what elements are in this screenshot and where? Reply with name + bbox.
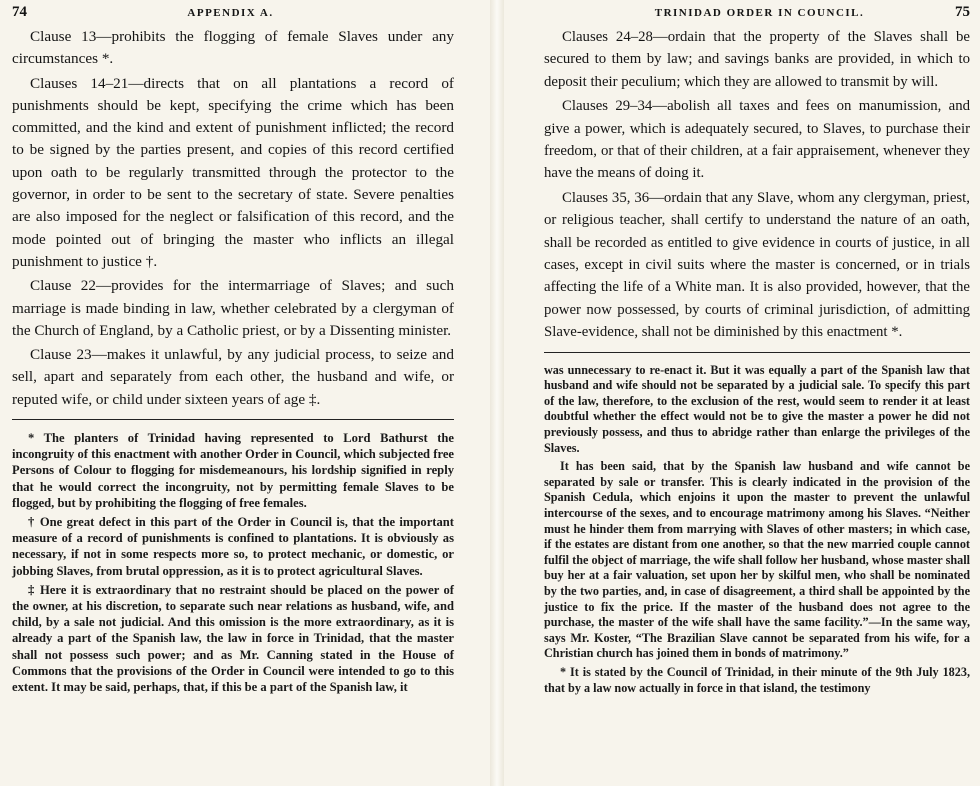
right-body-text — [544, 26, 970, 344]
footnote-double-dagger: ‡ Here it is extraordinary that no restraint should be placed on the power of the owner, at his discretion, to separate such near relations as husband, wife, and child, by a sale not judicial. And this omission is the more extraordinary, as it is already a part of the Spanish law, the law in force in Trinidad, that the master shall not possess such power; and as Mr. Canning stated in the House of Commons that the provisions of the Order in Council were intended to go to this extent. It may be said, perhaps, that, if this be a part of the Spanish law, it — [12, 582, 454, 695]
left-footnotes — [12, 430, 454, 695]
clauses-29-34-paragraph: Clauses 29–34—abolish all taxes and fees on manumission, and give a power, which is adequately secured, to Slaves, to purchase their freedom, or that of their children, at a fair appraisement, whenever they have the means of doing it. — [544, 98, 970, 182]
clause-23-paragraph: Clause 23—makes it unlawful, by any judicial process, to seize and sell, apart and separately from each other, the husband and wife, or reputed wife, or child under sixteen years of age ‡. — [12, 346, 454, 408]
footnote-council-minute: * It is stated by the Council of Trinidad, in their minute of the 9th July 1823, that by a law now actually in force in that island, the testimony — [544, 664, 970, 695]
footnote-spanish-law-paragraph: It has been said, that by the Spanish law husband and wife cannot be separated by sale or transfer. This is clearly indicated in the provision of the Spanish Cedula, which enjoins it upon the master to prevent the unlawful intercourse of the sexes, and to encourage matrimony among his Slaves. “Neither must he hinder them from marrying with Slaves of other masters; in which case, if the estates are distant from one another, so that the new married couple cannot fulfil the object of marriage, the wife shall follow her husband, whose master shall buy her at a fair valuation, set upon her by skilful men, who shall be nominated by the two parties, and, in case of disagreement, a third shall be appointed by the justice to fix the price. If the master of the husband does not agree to the purchase, the master of the wife shall have the same facility.”—In the same way, says Mr. Koster, “The Brazilian Slave cannot be separated from his wife, for a Christian church has joined them in bonds of matrimony.” — [544, 459, 970, 661]
clause-13-paragraph: Clause 13—prohibits the flogging of female Slaves under any circumstances *. — [12, 28, 454, 68]
right-footnote-rule — [544, 352, 970, 353]
left-page-header — [12, 4, 454, 26]
left-page-number: 74 — [12, 4, 27, 20]
footnote-asterisk: * The planters of Trinidad having represented to Lord Bathurst the incongruity of this enactment with another Order in Council, which subjected free Persons of Colour to flogging for misdemeanours, his lordship signified in reply that he would correct the incongruity, not by permitting female Slaves to be flogged, but by prohibiting the flogging of free females. — [12, 431, 454, 510]
clauses-35-36-paragraph: Clauses 35, 36—ordain that any Slave, whom any clergyman, priest, or religious teacher, shall certify to understand the nature of an oath, shall be recorded as entitled to give evidence in courts of justice, in all cases, except in civil suits where the master is concerned, or in trials affecting the life of a White man. It is also provided, however, that the power now possessed, by courts of criminal jurisdiction, of admitting Slave-evidence, shall not be diminished by this enactment *. — [544, 189, 970, 341]
clauses-14-21-paragraph: Clauses 14–21—directs that on all plantations a record of punishments should be kept, specifying the crime which has been committed, and the kind and extent of punishment inflicted; the record to be signed by the parties present, and copies of this record certified upon oath to be regularly transmitted through the protector to the governor, in order to be sent to the secretary of state. Severe penalties are also imposed for the neglect or falsification of this record, and the mode pointed out of bringing the master who inflicts an illegal punishment to justice †. — [12, 74, 454, 270]
right-page-header — [544, 4, 970, 26]
right-page — [512, 0, 980, 786]
footnote-continuation: was unnecessary to re-enact it. But it was equally a part of the Spanish law that husband and wife should not be separated by a judicial sale. To specify this part of the law, therefore, to the exclusion of the rest, would seem to render it at least doubtful whether the effect would not be to give the master a power he did not previously possess, and thus to abridge rather than enlarge the privileges of the Slaves. — [544, 362, 970, 455]
left-body-text — [12, 26, 454, 411]
right-running-head: TRINIDAD ORDER IN COUNCIL. — [654, 7, 865, 19]
footnote-dagger: † One great defect in this part of the Order in Council is, that the important measure of a record of punishments is confined to plantations. It is obviously as necessary, if not in some respects more so, to protect mechanic, or domestic, or jobbing Slaves, from brutal oppression, as it is to protect agricultural Slaves. — [12, 515, 454, 578]
book-gutter — [490, 0, 504, 786]
right-page-number: 75 — [955, 4, 970, 20]
left-footnote-rule — [12, 419, 454, 420]
right-footnotes — [544, 363, 970, 696]
clause-22-paragraph: Clause 22—provides for the intermarriage of Slaves; and such marriage is made binding in law, whether celebrated by a clergyman of the Church of England, by a Catholic priest, or by a Dissenting minister. — [12, 277, 454, 339]
clauses-24-28-paragraph: Clauses 24–28—ordain that the property of the Slaves shall be secured to them by law; and savings banks are provided, in which to deposit their peculium; which they are allowed to transmit by will. — [544, 29, 970, 90]
left-page — [0, 0, 482, 786]
left-running-head: APPENDIX A. — [187, 7, 274, 19]
